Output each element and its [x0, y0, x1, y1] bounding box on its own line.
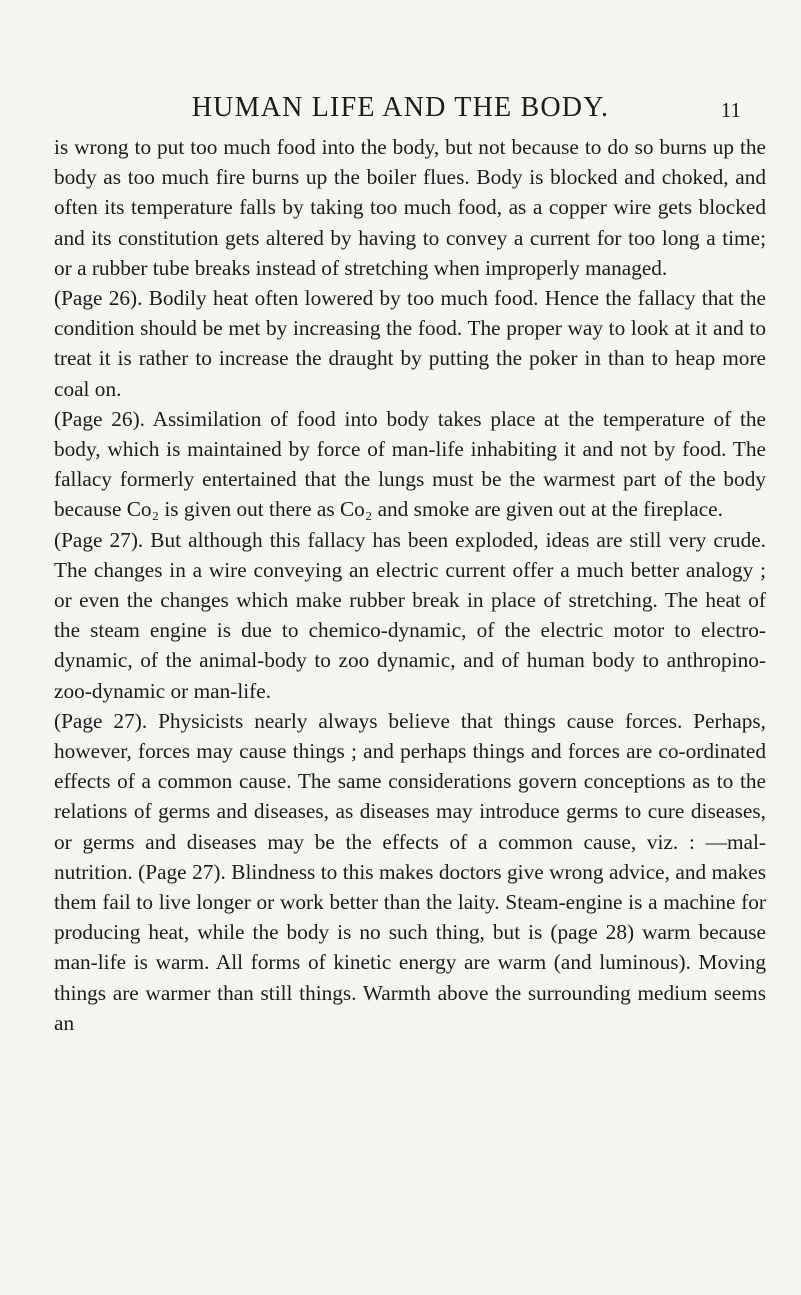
running-title: HUMAN LIFE AND THE BODY. — [191, 92, 610, 123]
paragraph: is wrong to put too much food into the body, but not because to do so burns up the body as too much fire burns up the boiler flues. Body is blocked and choked, and often its temperature falls by taking too much food, as a copper wire gets blocked and its constitution gets altered by having to convey a current for too long a time; or a rubber tube breaks instead of stretching when improperly managed. — [54, 135, 766, 280]
running-head — [0, 88, 801, 128]
paragraph: (Page 26). Assimilation of food into body takes place at the temperature of the body, which is maintained by force of man-life inhabiting it and not by food. The fallacy formerly entertained that the lungs must be the warmest part of the body because Co₂ is given out there as Co₂ and smoke are given out at the fireplace. — [54, 406, 766, 522]
body-text — [54, 132, 766, 1038]
paragraph: (Page 27). Physicists nearly always believe that things cause forces. Perhaps, however, forces may cause things ; and perhaps things and forces are co-ordinated effects of a common cause. The same considerations govern conceptions as to the relations of germs and diseases, as diseases may introduce germs to cure diseases, or germs and diseases may be the effects of a common cause, viz. : —mal-nutrition. (Page 27). Blindness to this makes doctors give wrong advice, and makes them fail to live longer or work better than the laity. Steam-engine is a machine for producing heat, while the body is no such thing, but is (page 28) warm because man-life is warm. All forms of kinetic energy are warm (and luminous). Moving things are warmer than still things. Warmth above the surrounding medium seems an — [54, 708, 766, 1035]
paragraph: (Page 26). Bodily heat often lowered by too much food. Hence the fallacy that the condition should be met by increasing the food. The proper way to look at it and to treat it is rather to increase the draught by putting the poker in than to heap more coal on. — [54, 286, 766, 401]
page-number: 11 — [720, 98, 741, 122]
paragraph: (Page 27). But although this fallacy has been exploded, ideas are still very crude. The changes in a wire conveying an electric current offer a much better analogy ; or even the changes which make rubber break in place of stretching. The heat of the steam engine is due to chemico-dynamic, of the electric motor to electro-dynamic, of the animal-body to zoo dynamic, and of human body to anthropino-zoo-dynamic or man-life. — [54, 527, 766, 703]
